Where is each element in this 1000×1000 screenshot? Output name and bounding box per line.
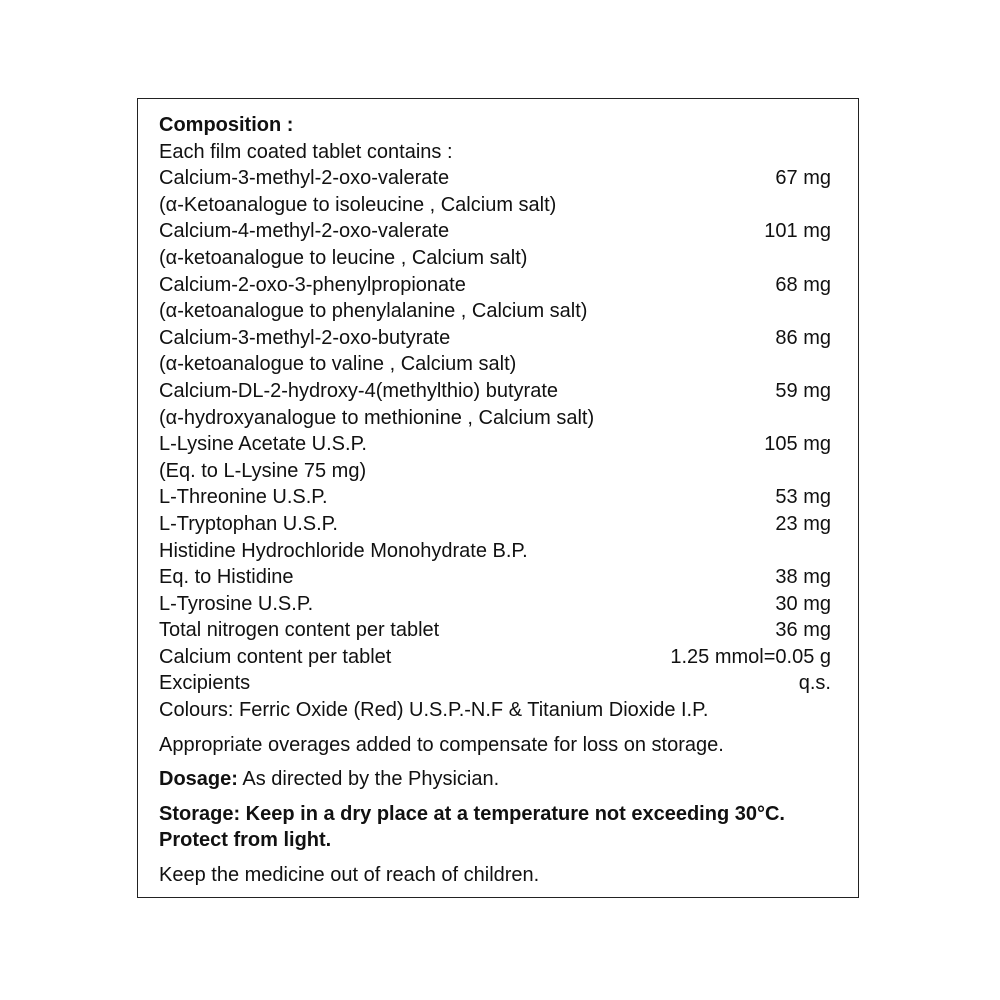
ingredient-name: L-Tryptophan U.S.P.	[159, 512, 338, 535]
ingredient-name: L-Lysine Acetate U.S.P.	[159, 433, 367, 456]
ingredient-name: (α-hydroxyanalogue to methionine , Calcium salt)	[159, 406, 595, 429]
ingredient-row	[159, 564, 831, 591]
ingredient-row	[159, 458, 831, 485]
ingredient-row	[159, 325, 831, 352]
ingredient-name: Calcium content per tablet	[159, 645, 392, 668]
ingredient-row	[159, 378, 831, 405]
ingredient-row	[159, 697, 831, 724]
ingredient-name: L-Threonine U.S.P.	[159, 486, 328, 509]
ingredient-name: Calcium-3-methyl-2-oxo-valerate	[159, 167, 450, 190]
overages-note: Appropriate overages added to compensate for loss on storage.	[159, 733, 724, 756]
ingredient-row	[159, 431, 831, 458]
ingredient-name: (α-ketoanalogue to leucine , Calcium salt)	[159, 246, 528, 269]
ingredient-amount: 59 mg	[775, 379, 831, 402]
composition-intro: Each film coated tablet contains :	[159, 140, 453, 163]
ingredient-row	[159, 405, 831, 432]
ingredient-name: Histidine Hydrochloride Monohydrate B.P.	[159, 539, 528, 562]
ingredient-name: Calcium-DL-2-hydroxy-4(methylthio) butyrate	[159, 379, 559, 402]
protect-line: Protect from light.	[159, 829, 332, 852]
dosage-label: Dosage:	[159, 768, 238, 791]
composition-label	[159, 112, 831, 889]
ingredient-name: Calcium-3-methyl-2-oxo-butyrate	[159, 326, 451, 349]
ingredient-amount: q.s.	[798, 672, 831, 695]
ingredient-name: Calcium-4-methyl-2-oxo-valerate	[159, 220, 450, 243]
ingredient-name: Colours: Ferric Oxide (Red) U.S.P.-N.F & Titanium Dioxide I.P.	[159, 699, 709, 722]
ingredient-amount: 23 mg	[775, 512, 831, 535]
ingredient-row	[159, 272, 831, 299]
ingredient-row	[159, 192, 831, 219]
ingredient-row	[159, 511, 831, 538]
ingredient-row	[159, 644, 831, 671]
ingredient-row	[159, 298, 831, 325]
ingredient-amount: 1.25 mmol=0.05 g	[670, 645, 831, 668]
ingredient-row	[159, 670, 831, 697]
ingredient-name: Total nitrogen content per tablet	[159, 619, 440, 642]
ingredient-amount: 30 mg	[775, 592, 831, 615]
composition-heading: Composition :	[159, 114, 294, 136]
ingredient-amount: 36 mg	[775, 619, 831, 642]
ingredient-amount: 86 mg	[775, 326, 831, 349]
ingredient-name: L-Tyrosine U.S.P.	[159, 592, 314, 615]
ingredient-row	[159, 591, 831, 618]
ingredient-row	[159, 245, 831, 272]
ingredient-name: (α-Ketoanalogue to isoleucine , Calcium salt)	[159, 193, 557, 216]
ingredient-name: Eq. to Histidine	[159, 566, 294, 589]
ingredient-name: Calcium-2-oxo-3-phenylpropionate	[159, 273, 466, 296]
ingredient-row	[159, 484, 831, 511]
ingredient-amount: 105 mg	[764, 433, 831, 456]
ingredient-row	[159, 538, 831, 565]
children-warning: Keep the medicine out of reach of children.	[159, 864, 540, 887]
ingredient-row	[159, 165, 831, 192]
ingredient-amount: 68 mg	[775, 273, 831, 296]
ingredient-amount: 53 mg	[775, 486, 831, 509]
ingredient-list	[159, 165, 831, 723]
ingredient-name: (α-ketoanalogue to phenylalanine , Calcium salt)	[159, 300, 588, 323]
ingredient-amount: 67 mg	[775, 167, 831, 190]
ingredient-row	[159, 351, 831, 378]
ingredient-amount: 101 mg	[764, 220, 831, 243]
ingredient-name: Excipients	[159, 672, 251, 695]
ingredient-name: (α-ketoanalogue to valine , Calcium salt)	[159, 353, 517, 376]
dosage-text: As directed by the Physician.	[237, 768, 500, 791]
ingredient-name: (Eq. to L-Lysine 75 mg)	[159, 459, 367, 482]
ingredient-row	[159, 617, 831, 644]
dosage-line	[159, 766, 831, 793]
storage-line: Storage: Keep in a dry place at a temperature not exceeding 30°C.	[159, 802, 785, 825]
ingredient-amount: 38 mg	[775, 566, 831, 589]
ingredient-row	[159, 218, 831, 245]
